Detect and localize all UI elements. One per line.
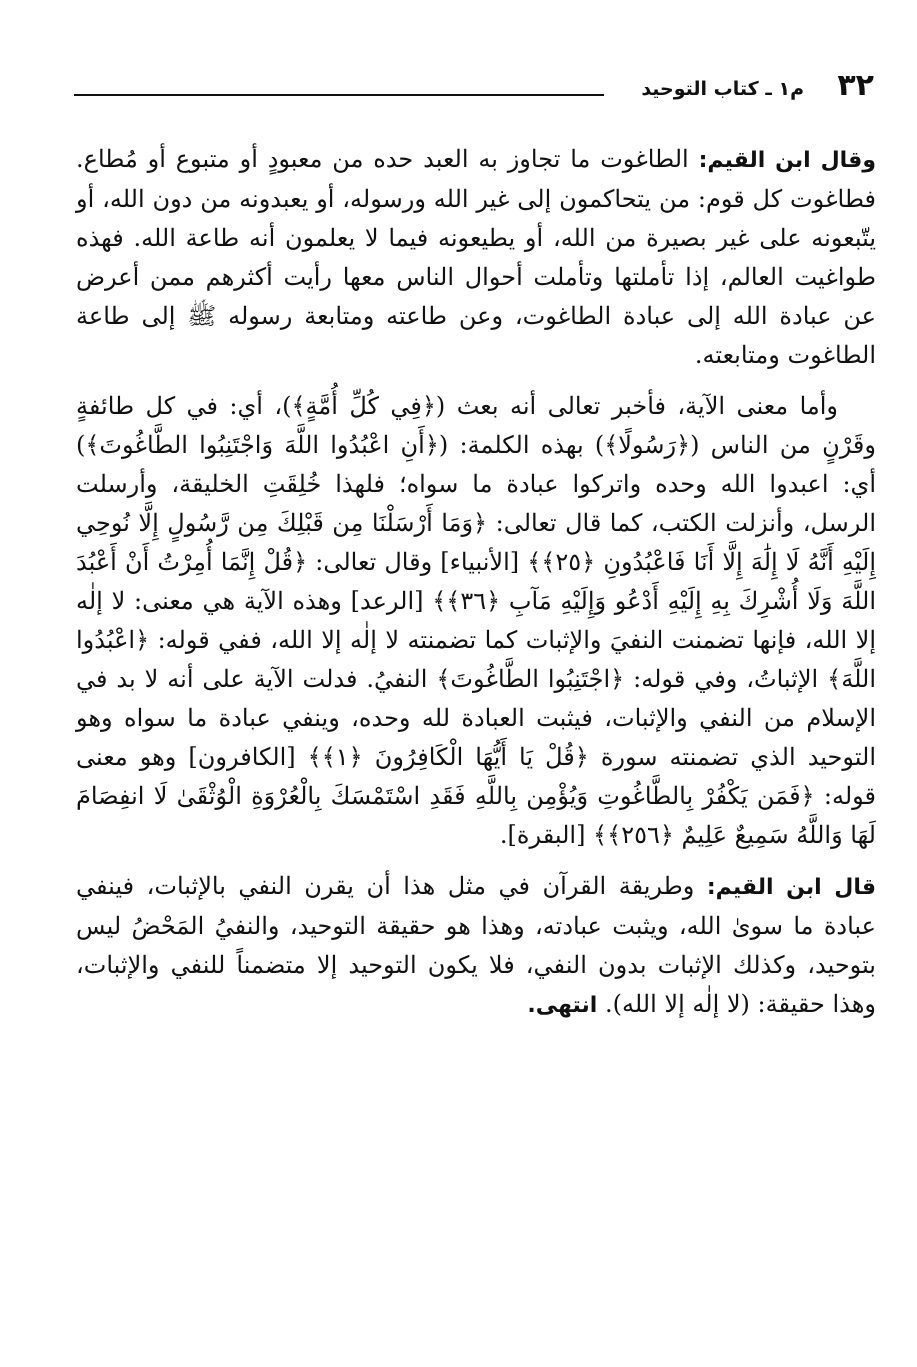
running-title: م١ ـ كتاب التوحيد — [641, 78, 804, 100]
page-header — [74, 66, 874, 110]
paragraph-text: وطريقة القرآن في مثل هذا أن يقرن النفي بالإثبات، فينفي عبادة ما سوىٰ الله، ويثبت عبادته، وهذا هو حقيقة التوحيد، والنفيُ المَحْضُ ليس بتوحيد، وكذلك الإثبات بدون النفي، فلا يكون التوحيد إلا متضمناً للنفي والإثبات، وهذا حقيقة: (لا إلٰه إلا الله). — [76, 872, 876, 1018]
paragraph-text: الطاغوت ما تجاوز به العبد حده من معبودٍ أو متبوع أو مُطاع. فطاغوت كل قوم: من يتحاكمون إلى غير الله ورسوله، أو يعبدونه من دون الله، أو يتّبعونه على غير بصيرة من الله، أو يطيعونه فيما لا يعلمون أنه طاعة الله. فهذه طواغيت العالم، إذا تأملتها وتأملت أحوال الناس معها رأيت أكثرهم ممن أعرض عن عبادة الله إلى عبادة الطاغوت، وعن طاعته ومتابعة رسوله ﷺ إلى طاعة الطاغوت ومتابعته. — [76, 145, 876, 369]
page-number: ٣٢ — [837, 68, 874, 103]
paragraph-lead: قال ابن القيم: — [706, 875, 876, 900]
paragraph-text: وأما معنى الآية، فأخبر تعالى أنه بعث (﴿فِي كُلِّ أُمَّةٍ﴾)، أي: في كل طائفةٍ وقَرْنٍ من الناس (﴿رَسُولًا﴾) بهذه الكلمة: (﴿أَنِ اعْبُدُوا اللَّهَ وَاجْتَنِبُوا الطَّاغُوتَ﴾) أي: اعبدوا الله وحده واتركوا عبادة ما سواه؛ فلهذا خُلِقَتِ الخليقة، وأرسلت الرسل، وأنزلت الكتب، كما قال تعالى: ﴿وَمَا أَرْسَلْنَا مِن قَبْلِكَ مِن رَّسُولٍ إِلَّا نُوحِي إِلَيْهِ أَنَّهُ لَا إِلَٰهَ إِلَّا أَنَا فَاعْبُدُونِ ﴿٢٥﴾﴾ [الأنبياء] وقال تعالى: ﴿قُلْ إِنَّمَا أُمِرْتُ أَنْ أَعْبُدَ اللَّهَ وَلَا أُشْرِكَ بِهِ إِلَيْهِ أَدْعُو وَإِلَيْهِ مَآبِ ﴿٣٦﴾﴾ [الرعد] وهذه الآية هي معنى: لا إلٰه إلا الله، فإنها تضمنت النفيَ والإثبات كما تضمنته لا إلٰه إلا الله، ففي قوله: ﴿اعْبُدُوا اللَّهَ﴾ الإثباتُ، وفي قوله: ﴿اجْتَنِبُوا الطَّاغُوتَ﴾ النفيُ. فدلت الآية على أنه لا بد في الإسلام من النفي والإثبات، فيثبت العبادة لله وحده، وينفي عبادة ما سواه وهو التوحيد الذي تضمنته سورة ﴿قُلْ يَا أَيُّهَا الْكَافِرُونَ ﴿١﴾﴾ [الكافرون] وهو معنى قوله: ﴿فَمَن يَكْفُرْ بِالطَّاغُوتِ وَيُؤْمِن بِاللَّهِ فَقَدِ اسْتَمْسَكَ بِالْعُرْوَةِ الْوُثْقَىٰ لَا انفِصَامَ لَهَا وَاللَّهُ سَمِيعٌ عَلِيمٌ ﴿٢٥٦﴾﴾ [البقرة]. — [76, 392, 877, 849]
paragraph-ibn-qayyim-quran-method — [76, 867, 876, 1025]
paragraph-lead: وقال ابن القيم: — [698, 148, 876, 173]
paragraph-end-word: انتهى. — [527, 993, 598, 1018]
body-text — [76, 140, 876, 1037]
header-rule — [74, 94, 604, 96]
paragraph-ibn-qayyim-taghut — [76, 140, 876, 375]
paragraph-verse-meaning — [76, 387, 876, 855]
